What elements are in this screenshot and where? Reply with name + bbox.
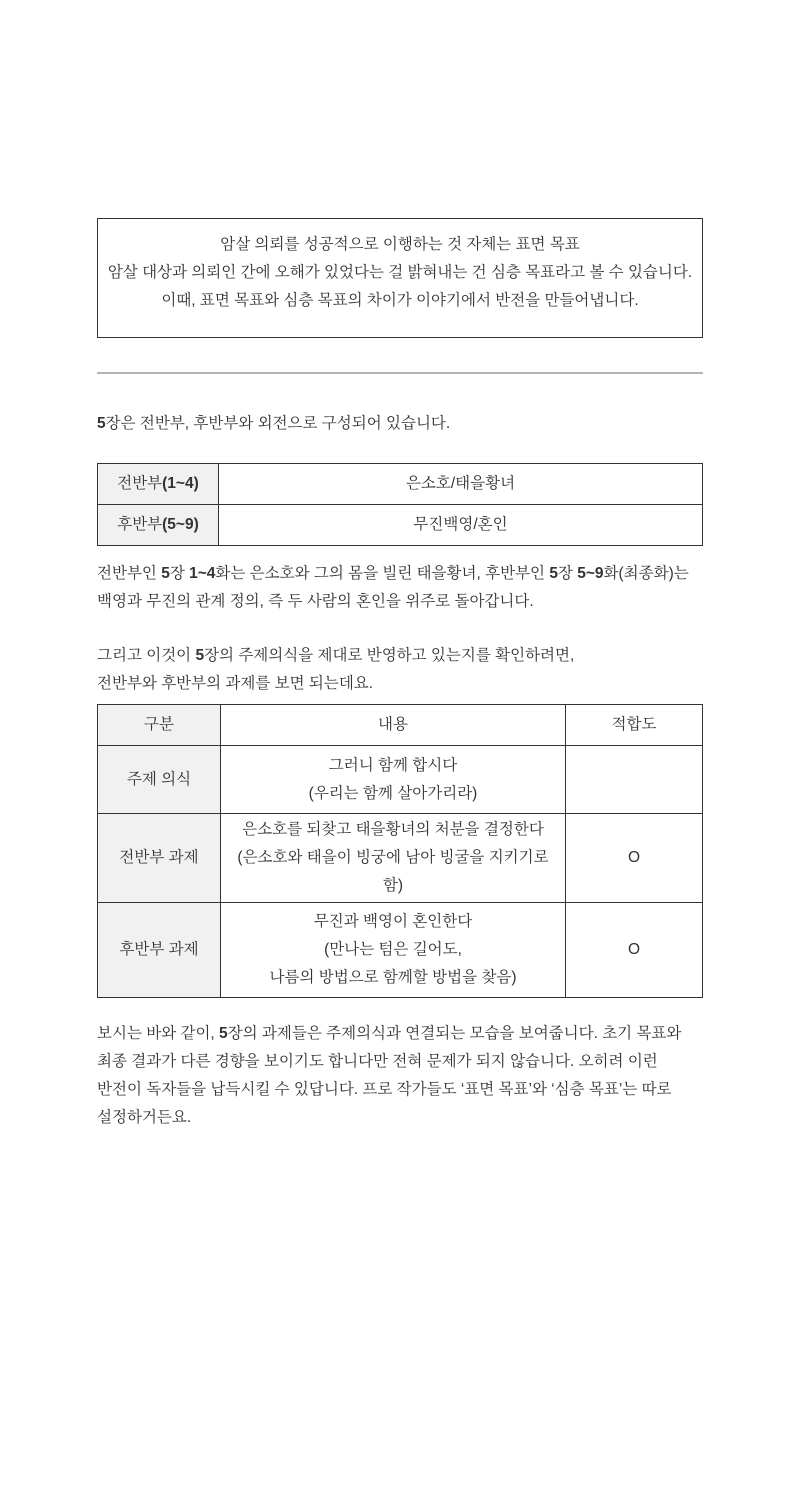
tasks-table [97, 704, 703, 998]
section-divider [97, 372, 703, 374]
theme-check-paragraph: 그리고 이것이 5장의 주제의식을 제대로 반영하고 있는지를 확인하려면, 전반부와 후반부의 과제를 보면 되는데요. [97, 647, 575, 692]
row-label: 전반부 과제 [98, 814, 221, 903]
document-body [97, 218, 703, 1132]
table-row [98, 814, 703, 903]
table-row [98, 464, 703, 505]
chapter-structure-paragraph: 5장은 전반부, 후반부와 외전으로 구성되어 있습니다. [97, 415, 451, 432]
table-header-row [98, 705, 703, 746]
row-fit-mark: O [566, 903, 703, 998]
row-label: 주제 의식 [98, 746, 221, 814]
episode-range-value: 무진백영/혼인 [219, 505, 703, 546]
episode-range-label: 전반부(1~4) [98, 464, 219, 505]
row-content: 그러니 함께 합시다 (우리는 함께 살아가리라) [221, 746, 566, 814]
episode-range-value: 은소호/태을황녀 [219, 464, 703, 505]
goal-callout-box: 암살 의뢰를 성공적으로 이행하는 것 자체는 표면 목표 암살 대상과 의뢰인 간에 오해가 있었다는 걸 밝혀내는 건 심층 목표라고 볼 수 있습니다. 이때, 표면 목표와 심층 목표의 차이가 이야기에서 반전을 만들어냅니다. [97, 218, 703, 338]
halves-description-paragraph: 전반부인 5장 1~4화는 은소호와 그의 몸을 빌린 태을황녀, 후반부인 5장 5~9화(최종화)는 백영과 무진의 관계 정의, 즉 두 사람의 혼인을 위주로 돌아갑니다. [97, 565, 689, 610]
table-row [98, 746, 703, 814]
episode-range-label: 후반부(5~9) [98, 505, 219, 546]
column-header-category: 구분 [98, 705, 221, 746]
row-content: 무진과 백영이 혼인한다 (만나는 텀은 길어도, 나름의 방법으로 함께할 방법을 찾음) [221, 903, 566, 998]
row-fit-mark: O [566, 814, 703, 903]
row-fit-mark [566, 746, 703, 814]
closing-paragraph: 보시는 바와 같이, 5장의 과제들은 주제의식과 연결되는 모습을 보여줍니다. 초기 목표와 최종 결과가 다른 경향을 보이기도 합니다만 전혀 문제가 되지 않습니다. 오히려 이런 반전이 독자들을 납득시킬 수 있답니다. 프로 작가들도 ‘표면 목표’와 ‘심층 목표’는 따로 설정하거든요. [97, 1025, 682, 1126]
episodes-table [97, 463, 703, 546]
table-row [98, 505, 703, 546]
row-label: 후반부 과제 [98, 903, 221, 998]
table-row [98, 903, 703, 998]
column-header-content: 내용 [221, 705, 566, 746]
row-content: 은소호를 되찾고 태을황녀의 처분을 결정한다 (은소호와 태을이 빙궁에 남아 빙굴을 지키기로 함) [221, 814, 566, 903]
column-header-fit: 적합도 [566, 705, 703, 746]
